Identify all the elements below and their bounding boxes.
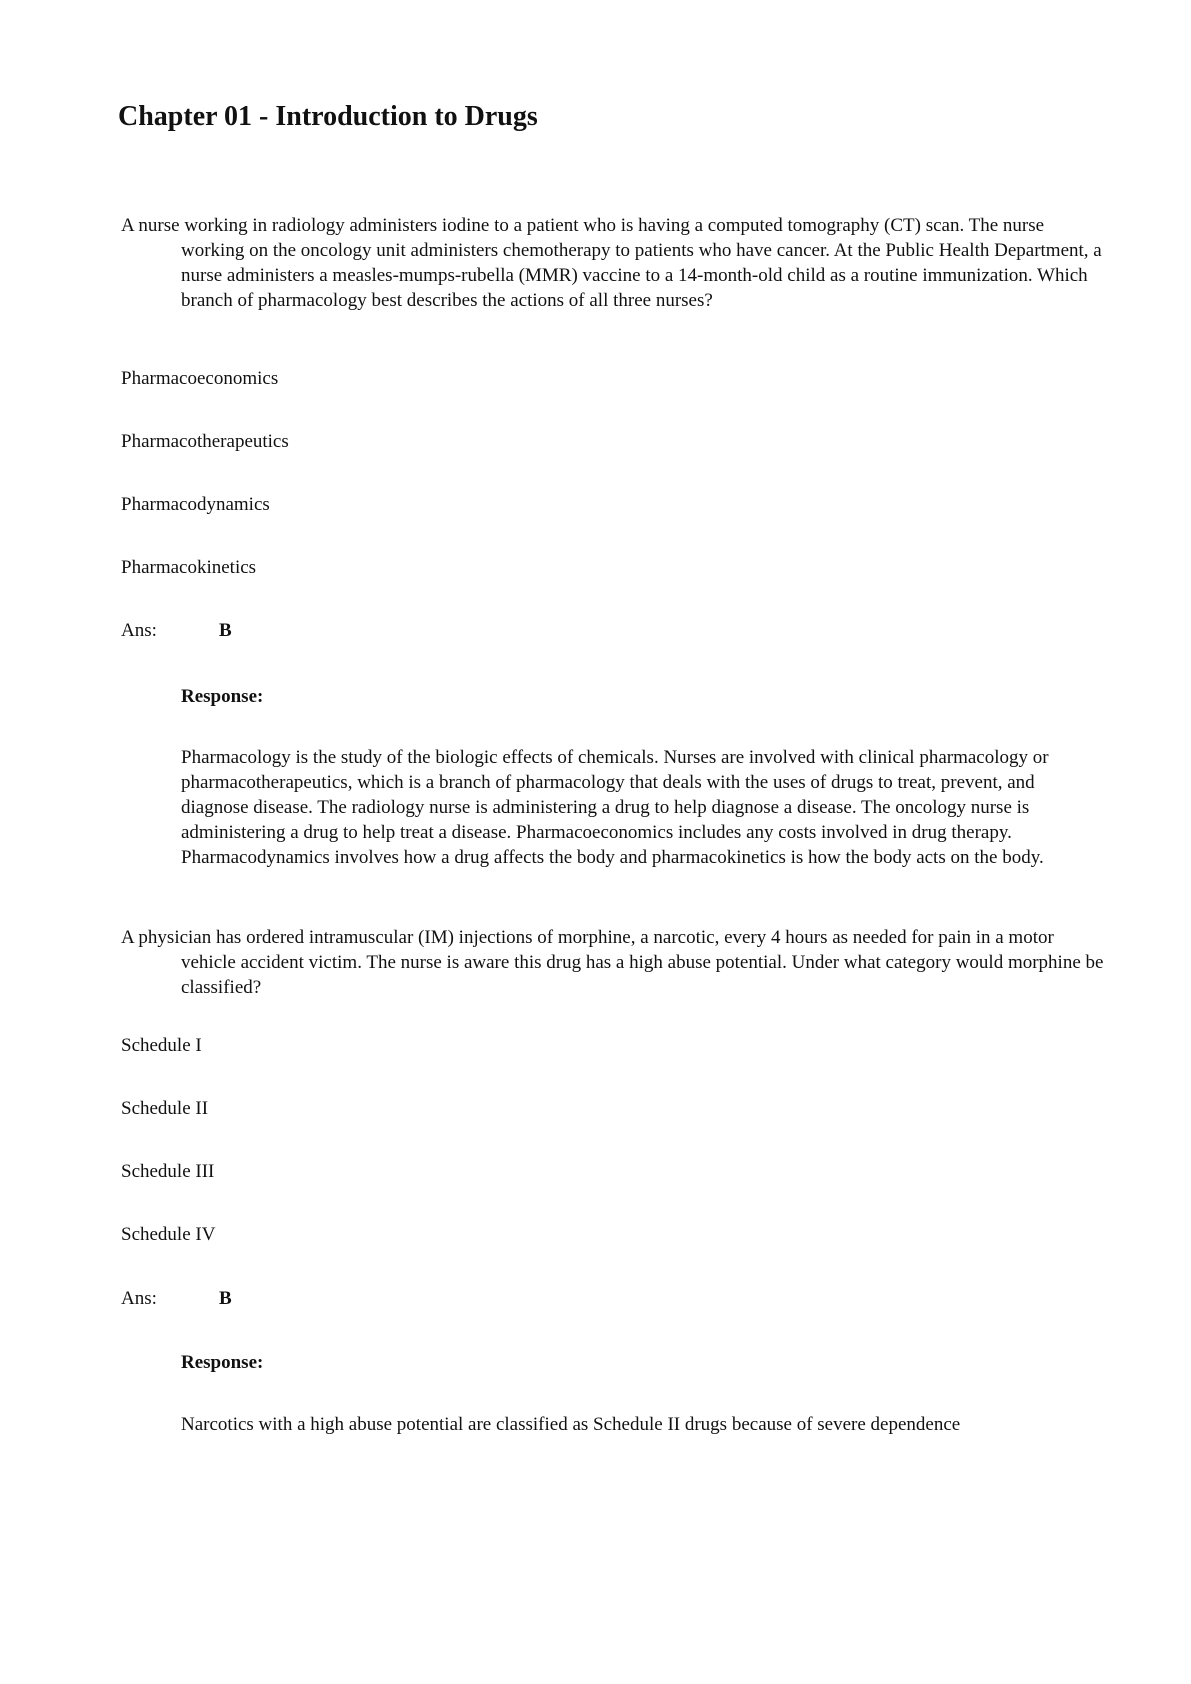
- answer-label: Ans:: [121, 1288, 157, 1309]
- answer-value: B: [219, 620, 232, 641]
- question-1-stem: A nurse working in radiology administers iodine to a patient who is having a computed tomography (CT) scan. The nurse working on the oncology unit administers chemotherapy to patients who have cancer. At the Public Health Department, a nurse administers a measles-mumps-rubella (MMR) vaccine to a 14-month-old child as a routine immunization. Which branch of pharmacology best describes the actions of all three nurses?: [121, 215, 1102, 311]
- question-2-response-label: Response:: [181, 1352, 264, 1373]
- answer-value: B: [219, 1288, 232, 1309]
- question-2-response-text: Narcotics with a high abuse potential are classified as Schedule II drugs because of severe dependence: [181, 1414, 961, 1435]
- question-1-answer: [121, 618, 232, 643]
- question-1-option-a: Pharmacoeconomics: [121, 368, 279, 389]
- question-2-stem: A physician has ordered intramuscular (IM) injections of morphine, a narcotic, every 4 hours as needed for pain in a motor vehicle accident victim. The nurse is aware this drug has a high abuse potential. Under what category would morphine be classified?: [121, 927, 1104, 998]
- page-title: Chapter 01 - Introduction to Drugs: [118, 101, 538, 132]
- question-2-option-c: Schedule III: [121, 1161, 215, 1182]
- question-1-option-d: Pharmacokinetics: [121, 557, 257, 578]
- question-1-response-label: Response:: [181, 686, 264, 707]
- question-2-option-a: Schedule I: [121, 1035, 202, 1056]
- answer-label: Ans:: [121, 620, 157, 641]
- question-2-answer: [121, 1286, 232, 1311]
- question-1-option-b: Pharmacotherapeutics: [121, 431, 289, 452]
- question-2-option-b: Schedule II: [121, 1098, 209, 1119]
- question-1-response-text: Pharmacology is the study of the biologic effects of chemicals. Nurses are involved with clinical pharmacology or pharmacotherapeutics, which is a branch of pharmacology that deals with the uses of drugs to treat, prevent, and diagnose disease. The radiology nurse is administering a drug to help diagnose a disease. The oncology nurse is administering a drug to help treat a disease. Pharmacoeconomics includes any costs involved in drug therapy. Pharmacodynamics involves how a drug affects the body and pharmacokinetics is how the body acts on the body.: [181, 747, 1049, 868]
- question-1-option-c: Pharmacodynamics: [121, 494, 270, 515]
- question-2-option-d: Schedule IV: [121, 1224, 216, 1245]
